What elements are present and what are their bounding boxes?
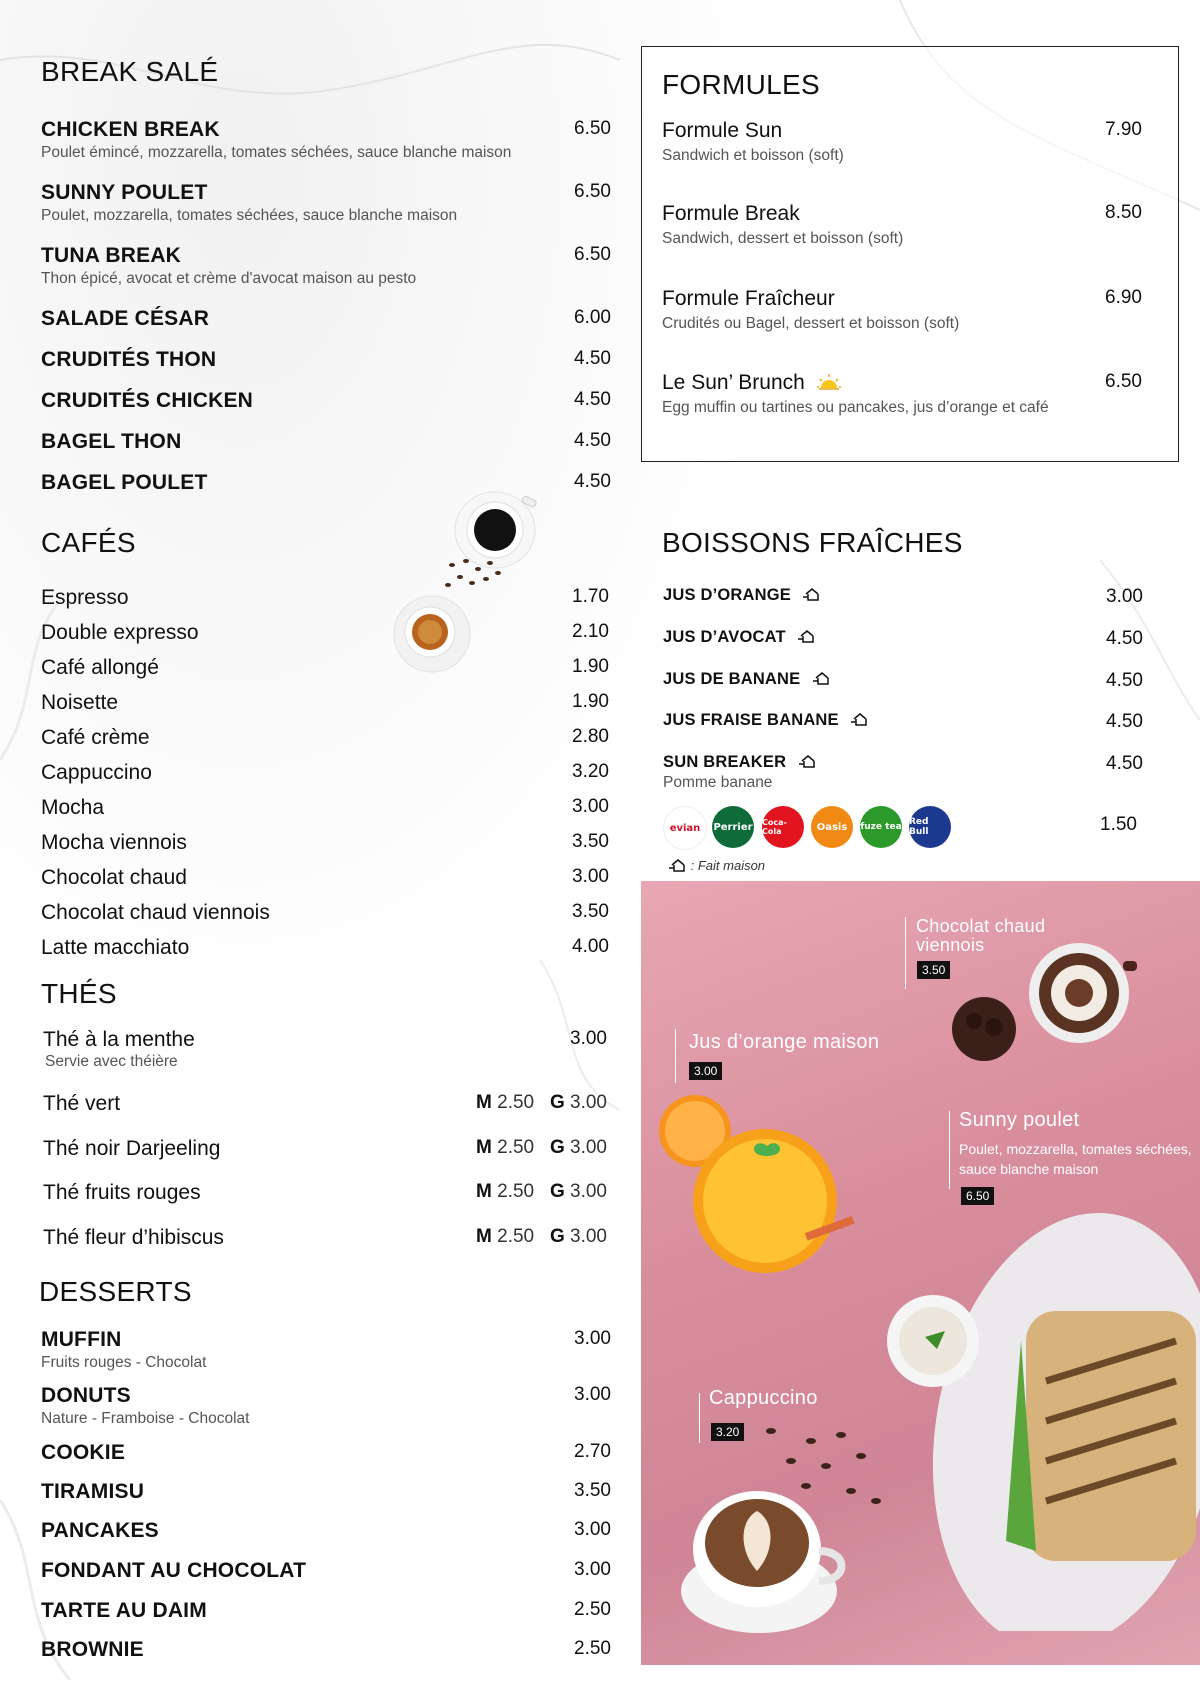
size-m-price: 2.50 — [497, 1137, 535, 1158]
section-title-desserts: DESSERTS — [39, 1276, 192, 1307]
fait-maison-icon — [851, 712, 869, 726]
menu-item — [41, 118, 611, 162]
drink-name: SUN BREAKER — [663, 753, 787, 771]
item-desc: Poulet, mozzarella, tomates séchées, sauce blanche maison — [41, 207, 458, 224]
item-name: MUFFIN — [41, 1328, 122, 1351]
cafe-item — [41, 726, 611, 750]
cafe-name: Café allongé — [41, 656, 159, 679]
menu-item — [41, 1638, 611, 1662]
menu-item — [41, 307, 611, 331]
menu-item — [41, 1519, 611, 1543]
formule-name: Formule Sun — [662, 119, 783, 142]
cafe-price: 3.00 — [572, 866, 609, 887]
fait-maison-icon — [803, 587, 821, 601]
size-g-price: 3.00 — [570, 1226, 607, 1247]
cafe-item — [41, 691, 611, 715]
the-item — [43, 1092, 609, 1116]
formule-price: 6.90 — [1105, 287, 1142, 308]
item-name: CRUDITÉS THON — [41, 348, 217, 371]
item-name: BAGEL POULET — [41, 471, 208, 494]
callout-line — [905, 917, 906, 989]
cappuccino-cup-image — [679, 1471, 859, 1641]
formule-desc: Sandwich et boisson (soft) — [662, 147, 844, 164]
promo-price-chocolat: 3.50 — [917, 961, 950, 979]
drink-name: JUS DE BANANE — [663, 670, 801, 688]
the-name: Thé noir Darjeeling — [43, 1137, 221, 1160]
formule-item — [662, 371, 1142, 419]
item-desc: Fruits rouges - Chocolat — [41, 1354, 207, 1371]
orange-juice-image — [655, 1086, 855, 1276]
item-name: TARTE AU DAIM — [41, 1599, 207, 1622]
the-sizes — [476, 1092, 607, 1114]
cafe-name: Double expresso — [41, 621, 199, 644]
cafe-name: Chocolat chaud viennois — [41, 901, 270, 924]
cafe-price: 3.00 — [572, 796, 609, 817]
formule-item — [662, 287, 1142, 335]
cafe-price: 3.20 — [572, 761, 609, 782]
drink-name: JUS D’ORANGE — [663, 586, 792, 604]
item-desc: Poulet émincé, mozzarella, tomates séchées, sauce blanche maison — [41, 144, 512, 161]
formule-name-text: Le Sun’ Brunch — [662, 371, 805, 394]
cafe-name: Chocolat chaud — [41, 866, 187, 889]
formule-price: 8.50 — [1105, 202, 1142, 223]
cafe-item — [41, 901, 611, 925]
item-name: CRUDITÉS CHICKEN — [41, 389, 254, 412]
formule-name: Formule Break — [662, 202, 800, 225]
the-item — [43, 1181, 609, 1205]
menu-item — [41, 244, 611, 288]
section-title-boissons: BOISSONS FRAÎCHES — [662, 527, 963, 558]
sauce-bowl-image — [885, 1293, 981, 1389]
cafe-name: Cappuccino — [41, 761, 152, 784]
formule-item — [662, 119, 1142, 167]
cafe-price: 2.10 — [572, 621, 609, 642]
formules-box — [641, 46, 1179, 462]
item-desc: Thon épicé, avocat et crème d'avocat maison au pesto — [41, 270, 417, 287]
item-price: 6.50 — [574, 244, 611, 265]
drink-price: 3.00 — [1106, 586, 1143, 607]
the-item — [43, 1028, 609, 1071]
drink-price: 4.50 — [1106, 711, 1143, 732]
formule-desc: Crudités ou Bagel, dessert et boisson (soft) — [662, 315, 960, 332]
the-name: Thé fleur d’hibiscus — [43, 1226, 224, 1249]
drink-price: 4.50 — [1106, 628, 1143, 649]
formule-item — [662, 202, 1142, 250]
cafe-item — [41, 936, 611, 960]
cafe-name: Mocha viennois — [41, 831, 187, 854]
item-name: BAGEL THON — [41, 430, 182, 453]
size-m-label: M — [476, 1181, 492, 1202]
formule-price: 6.50 — [1105, 371, 1142, 392]
promo-label-chocolat: Chocolat chaud viennois — [916, 916, 1046, 955]
cafe-name: Noisette — [41, 691, 119, 714]
drink-item — [663, 711, 1143, 730]
promo-panel — [641, 881, 1200, 1665]
item-name: SUNNY POULET — [41, 181, 208, 204]
perrier-logo: Perrier — [712, 806, 754, 848]
muffin-image — [944, 991, 1024, 1071]
menu-item — [41, 1328, 611, 1372]
drink-item — [663, 628, 1143, 647]
cafe-item — [41, 621, 611, 645]
menu-item — [41, 1559, 611, 1583]
item-price: 3.00 — [574, 1328, 611, 1349]
item-price: 4.50 — [574, 430, 611, 451]
cafe-price: 3.50 — [572, 901, 609, 922]
menu-item — [41, 181, 611, 225]
item-name: TIRAMISU — [41, 1480, 145, 1503]
promo-label-jus: Jus d’orange maison — [689, 1031, 880, 1053]
item-name: PANCAKES — [41, 1519, 159, 1542]
promo-price-cappuccino: 3.20 — [711, 1423, 744, 1441]
fait-maison-icon — [813, 671, 831, 685]
soft-price: 1.50 — [1100, 814, 1137, 835]
drink-name: JUS FRAISE BANANE — [663, 711, 839, 729]
formule-desc: Sandwich, dessert et boisson (soft) — [662, 230, 904, 247]
item-desc: Nature - Framboise - Chocolat — [41, 1410, 250, 1427]
the-desc: Servie avec théière — [45, 1053, 178, 1070]
formule-name — [662, 371, 1142, 395]
cafe-price: 2.80 — [572, 726, 609, 747]
cafe-price: 1.70 — [572, 586, 609, 607]
section-title-cafes: CAFÉS — [41, 527, 136, 558]
callout-line — [675, 1029, 676, 1083]
the-name: Thé fruits rouges — [43, 1181, 201, 1204]
item-price: 4.50 — [574, 348, 611, 369]
item-price: 2.50 — [574, 1638, 611, 1659]
cafe-name: Café crème — [41, 726, 150, 749]
formule-desc: Egg muffin ou tartines ou pancakes, jus d’orange et café — [662, 399, 1049, 416]
callout-line — [949, 1111, 950, 1189]
cafe-name: Espresso — [41, 586, 129, 609]
item-price: 6.50 — [574, 118, 611, 139]
drink-price: 4.50 — [1106, 753, 1143, 774]
drink-item — [663, 670, 1143, 689]
the-sizes — [476, 1181, 607, 1203]
item-price: 3.00 — [574, 1519, 611, 1540]
item-price: 3.50 — [574, 1480, 611, 1501]
cafe-price: 1.90 — [572, 656, 609, 677]
item-price: 6.00 — [574, 307, 611, 328]
callout-line — [699, 1393, 700, 1443]
fait-maison-icon — [798, 629, 816, 643]
fuze-tea-logo: fuze tea — [860, 806, 902, 848]
menu-item — [41, 1599, 611, 1623]
item-price: 4.50 — [574, 389, 611, 410]
drink-desc: Pomme banane — [663, 774, 773, 791]
size-m-label: M — [476, 1226, 492, 1247]
cafe-name: Latte macchiato — [41, 936, 190, 959]
cafe-price: 4.00 — [572, 936, 609, 957]
size-g-price: 3.00 — [570, 1092, 607, 1113]
cafe-price: 3.50 — [572, 831, 609, 852]
fait-maison-legend — [669, 858, 765, 873]
cafe-item — [41, 831, 611, 855]
oasis-logo: Oasis — [811, 806, 853, 848]
menu-item — [41, 430, 611, 454]
cafe-item — [41, 656, 611, 680]
cafe-name: Mocha — [41, 796, 105, 819]
item-price: 4.50 — [574, 471, 611, 492]
menu-item — [41, 389, 611, 413]
formule-name: Formule Fraîcheur — [662, 287, 835, 310]
menu-item — [41, 348, 611, 372]
size-m-price: 2.50 — [497, 1092, 535, 1113]
coca-cola-logo: Coca-Cola — [762, 806, 804, 848]
the-item — [43, 1226, 609, 1250]
item-price: 3.00 — [574, 1384, 611, 1405]
sun-icon — [817, 373, 841, 391]
size-m-price: 2.50 — [497, 1226, 535, 1247]
section-title-thes: THÉS — [41, 978, 117, 1009]
size-g-label: G — [549, 1137, 565, 1158]
sandwich-image — [926, 1201, 1200, 1631]
size-g-label: G — [549, 1226, 565, 1247]
formule-price: 7.90 — [1105, 119, 1142, 140]
drink-item — [663, 753, 1143, 792]
drink-name: JUS D’AVOCAT — [663, 628, 786, 646]
item-name: SALADE CÉSAR — [41, 307, 210, 330]
item-name: BROWNIE — [41, 1638, 144, 1661]
the-name: Thé vert — [43, 1092, 121, 1115]
item-price: 6.50 — [574, 181, 611, 202]
size-g-price: 3.00 — [570, 1181, 607, 1202]
item-name: CHICKEN BREAK — [41, 118, 220, 141]
size-g-label: G — [549, 1181, 565, 1202]
red-bull-logo: Red Bull — [909, 806, 951, 848]
the-item — [43, 1137, 609, 1161]
item-price: 2.70 — [574, 1441, 611, 1462]
the-sizes — [476, 1226, 607, 1248]
promo-price-jus: 3.00 — [689, 1062, 722, 1080]
cafe-item — [41, 761, 611, 785]
cafe-price: 1.90 — [572, 691, 609, 712]
size-g-price: 3.00 — [570, 1137, 607, 1158]
item-name: COOKIE — [41, 1441, 126, 1464]
menu-item — [41, 1480, 611, 1504]
item-name: DONUTS — [41, 1384, 131, 1407]
menu-item — [41, 1384, 611, 1428]
the-name: Thé à la menthe — [43, 1028, 195, 1051]
the-price: 3.00 — [570, 1028, 607, 1049]
item-name: FONDANT AU CHOCOLAT — [41, 1559, 307, 1582]
promo-price-sunny: 6.50 — [961, 1187, 994, 1205]
size-m-label: M — [476, 1092, 492, 1113]
section-title-break-sale: BREAK SALÉ — [41, 56, 219, 87]
drink-item — [663, 586, 1143, 605]
promo-label-cappuccino: Cappuccino — [709, 1387, 818, 1409]
fait-maison-icon — [669, 858, 687, 872]
drink-price: 4.50 — [1106, 670, 1143, 691]
promo-label-sunny: Sunny poulet — [959, 1109, 1080, 1131]
the-sizes — [476, 1137, 607, 1159]
size-m-price: 2.50 — [497, 1181, 535, 1202]
cafe-item — [41, 796, 611, 820]
menu-item — [41, 1441, 611, 1465]
item-price: 3.00 — [574, 1559, 611, 1580]
cafe-item — [41, 586, 611, 610]
fait-maison-icon — [799, 754, 817, 768]
section-title-formules: FORMULES — [662, 69, 820, 100]
legend-text: : Fait maison — [690, 858, 766, 873]
item-name: TUNA BREAK — [41, 244, 182, 267]
cafe-item — [41, 866, 611, 890]
chocolate-cup-image — [1021, 931, 1141, 1051]
size-g-label: G — [549, 1092, 565, 1113]
size-m-label: M — [476, 1137, 492, 1158]
promo-desc-sunny: Poulet, mozzarella, tomates séchées, sauce blanche maison — [959, 1141, 1192, 1177]
item-price: 2.50 — [574, 1599, 611, 1620]
evian-logo: evian — [663, 806, 707, 850]
